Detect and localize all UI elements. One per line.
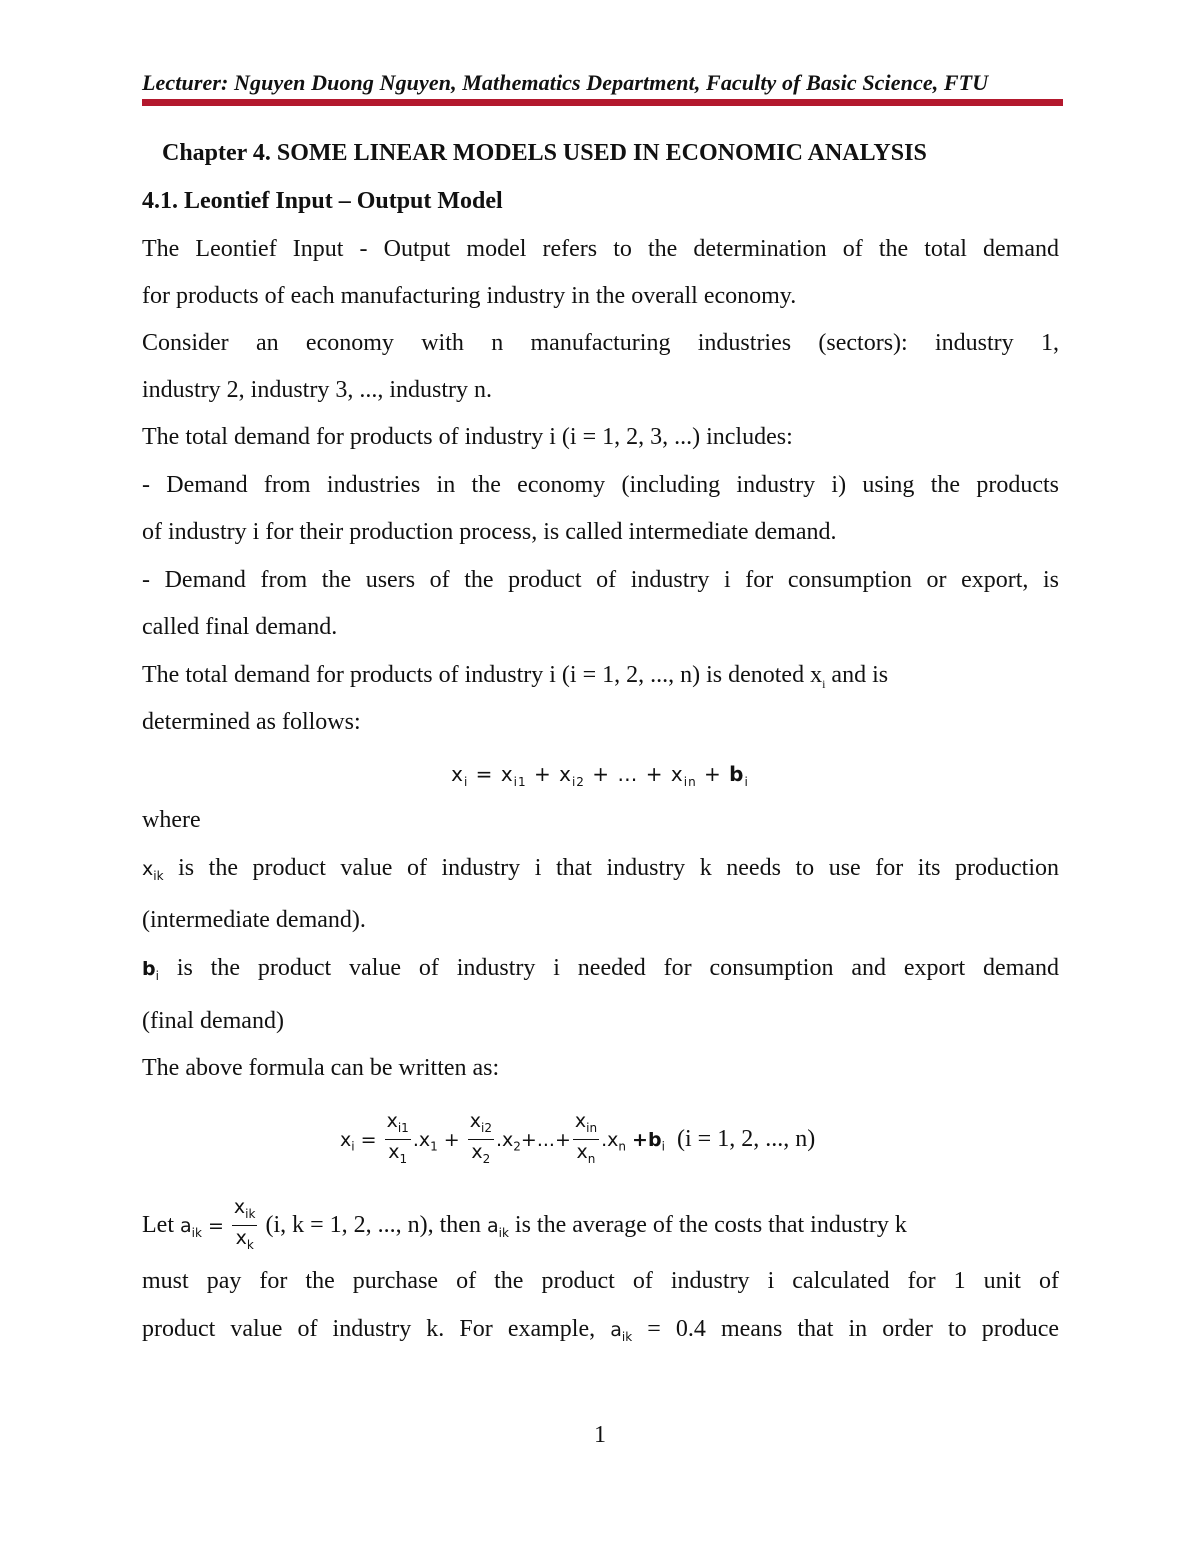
fraction-denominator bbox=[573, 1140, 599, 1171]
paragraph-line: - Demand from industries in the economy (including industry i) using the products bbox=[142, 472, 1059, 498]
symbol-sub: ik bbox=[191, 1225, 202, 1240]
symbol-sub: i bbox=[155, 968, 159, 983]
eq-sub: i1 bbox=[397, 1120, 409, 1135]
eq-sub: 2 bbox=[482, 1151, 491, 1166]
paragraph-line: determined as follows: bbox=[142, 709, 361, 735]
symbol bbox=[486, 1214, 509, 1240]
paragraph-line: The Leontief Input - Output model refers to the determination of the total demand bbox=[142, 236, 1059, 262]
paragraph-line: industry 2, industry 3, ..., industry n. bbox=[142, 377, 493, 403]
fraction-numerator bbox=[468, 1110, 494, 1140]
text-run: = 0.4 means that in order to produce bbox=[632, 1316, 1060, 1342]
text-run: is the product value of industry i that industry k needs to use for its production bbox=[163, 855, 1059, 881]
eq-var: x bbox=[469, 1110, 481, 1132]
eq-var: +b bbox=[632, 1128, 662, 1151]
text-run: Let bbox=[142, 1211, 180, 1238]
symbol-base: a bbox=[486, 1214, 499, 1237]
paragraph-line: (final demand) bbox=[142, 1008, 284, 1034]
eq-sub: i1 bbox=[513, 775, 527, 789]
symbol-base: x bbox=[142, 858, 154, 880]
paragraph-line: called final demand. bbox=[142, 614, 338, 640]
eq-var: x bbox=[471, 1140, 483, 1163]
text-run: and is bbox=[825, 662, 889, 688]
equation-expanded: $x_i$ = $\frac{x_{i1}}{x_1}$ $.x_1$ + $\frac{x_{i2}}{x_2}$ $.x_2+...+$ $\frac{x_{in}}{x_n}$ $.x_n +b_i$ (i = 1, 2, ..., n) bbox=[340, 1110, 815, 1171]
header-rule bbox=[142, 99, 1063, 106]
eq-var: x bbox=[388, 1140, 400, 1163]
eq-sub: i bbox=[463, 775, 469, 789]
eq-var: x bbox=[576, 1140, 588, 1163]
eq-var: x bbox=[233, 1196, 246, 1218]
fraction-denominator bbox=[232, 1226, 258, 1257]
eq-sub: n bbox=[618, 1139, 626, 1154]
text-run: is the average of the costs that industry k bbox=[508, 1211, 907, 1238]
eq-sub: ik bbox=[245, 1206, 256, 1221]
symbol-base: b bbox=[142, 958, 156, 980]
paragraph-line: - Demand from the users of the product of industry i for consumption or export, is bbox=[142, 567, 1059, 593]
symbol-base: a bbox=[179, 1214, 192, 1237]
fraction-numerator bbox=[232, 1196, 258, 1226]
fraction bbox=[385, 1110, 411, 1171]
symbol: $a_{ik}$ = bbox=[179, 1214, 224, 1240]
eq-sub: i2 bbox=[481, 1120, 492, 1135]
paragraph-line: of industry i for their production process, is called intermediate demand. bbox=[142, 519, 837, 545]
text-run: is the product value of industry i needed for consumption and export demand bbox=[158, 955, 1059, 981]
text-run: (i, k = 1, 2, ..., n), then bbox=[265, 1211, 487, 1238]
eq-sub: 1 bbox=[399, 1151, 408, 1166]
eq-sub: n bbox=[587, 1151, 596, 1166]
eq-sub: 1 bbox=[430, 1139, 438, 1154]
eq-var: x bbox=[559, 762, 572, 786]
symbol bbox=[142, 958, 159, 983]
eq-sub: i bbox=[744, 775, 749, 789]
eq-var: x bbox=[235, 1226, 247, 1249]
chapter-title: Chapter 4. SOME LINEAR MODELS USED IN ECONOMIC ANALYSIS bbox=[162, 140, 927, 166]
section-title: 4.1. Leontief Input – Output Model bbox=[142, 188, 503, 214]
eq-sub: i bbox=[351, 1139, 355, 1154]
page-number: 1 bbox=[594, 1422, 606, 1448]
fraction-denominator bbox=[468, 1140, 494, 1171]
eq-var: x bbox=[386, 1110, 398, 1132]
eq-var: x bbox=[500, 762, 514, 786]
paragraph-line-with-symbol bbox=[142, 955, 1059, 983]
eq-dots: … bbox=[617, 762, 639, 786]
paragraph-line: The total demand for products of industry i (i = 1, 2, 3, ...) includes: bbox=[142, 424, 793, 450]
paragraph-line: for products of each manufacturing industry in the overall economy. bbox=[142, 283, 797, 309]
eq-var: x bbox=[451, 762, 464, 786]
eq-sub: in bbox=[586, 1120, 598, 1135]
paragraph-line-with-subscript bbox=[142, 662, 1059, 692]
subscript: i bbox=[822, 676, 826, 691]
fraction-denominator bbox=[385, 1140, 411, 1171]
eq-sub: i2 bbox=[571, 775, 585, 789]
eq-var: b bbox=[729, 762, 745, 786]
definition-line-a-ik bbox=[142, 1196, 1059, 1257]
fraction bbox=[468, 1110, 494, 1171]
eq-var: x bbox=[574, 1110, 587, 1132]
text-run: The total demand for products of industry i (i = 1, 2, ..., n) is denoted x bbox=[142, 662, 823, 688]
symbol-base: a bbox=[610, 1319, 622, 1341]
fraction-numerator bbox=[385, 1110, 411, 1140]
eq-sub: in bbox=[683, 775, 697, 789]
eq-sub: 2 bbox=[513, 1139, 521, 1154]
symbol bbox=[610, 1319, 633, 1344]
fraction-numerator bbox=[573, 1110, 599, 1140]
fraction bbox=[573, 1110, 599, 1171]
paragraph-line: where bbox=[142, 807, 201, 833]
eq-var: x bbox=[670, 762, 684, 786]
paragraph-line: must pay for the purchase of the product of industry i calculated for 1 unit of bbox=[142, 1268, 1059, 1294]
text-run: product value of industry k. For example, bbox=[142, 1316, 611, 1342]
eq-sub: k bbox=[246, 1237, 254, 1252]
eq-range: (i = 1, 2, ..., n) bbox=[677, 1125, 816, 1152]
eq-sub: i bbox=[661, 1139, 665, 1154]
symbol-sub: ik bbox=[153, 868, 164, 883]
running-header: Lecturer: Nguyen Duong Nguyen, Mathematics Department, Faculty of Basic Science, FTU bbox=[142, 70, 989, 95]
symbol-sub: ik bbox=[621, 1329, 633, 1344]
equation-total-demand: $x_i = x_{i1} + x_{i2}$ + … + $x_{in} + b_i$ bbox=[451, 762, 749, 789]
paragraph-line: Consider an economy with n manufacturing industries (sectors): industry 1, bbox=[142, 330, 1059, 356]
eq-var: .x bbox=[601, 1128, 619, 1151]
fraction bbox=[232, 1196, 258, 1257]
symbol bbox=[142, 858, 164, 883]
eq-operator: +...+ bbox=[520, 1128, 571, 1151]
eq-var: .x bbox=[495, 1128, 514, 1151]
eq-var: x bbox=[340, 1128, 352, 1151]
paragraph-line: (intermediate demand). bbox=[142, 907, 366, 933]
paragraph-line: The above formula can be written as: bbox=[142, 1055, 500, 1081]
eq-var: .x bbox=[412, 1128, 431, 1151]
paragraph-line-with-symbol bbox=[142, 1316, 1059, 1344]
paragraph-line-with-symbol bbox=[142, 855, 1059, 883]
symbol-sub: ik bbox=[498, 1225, 509, 1240]
